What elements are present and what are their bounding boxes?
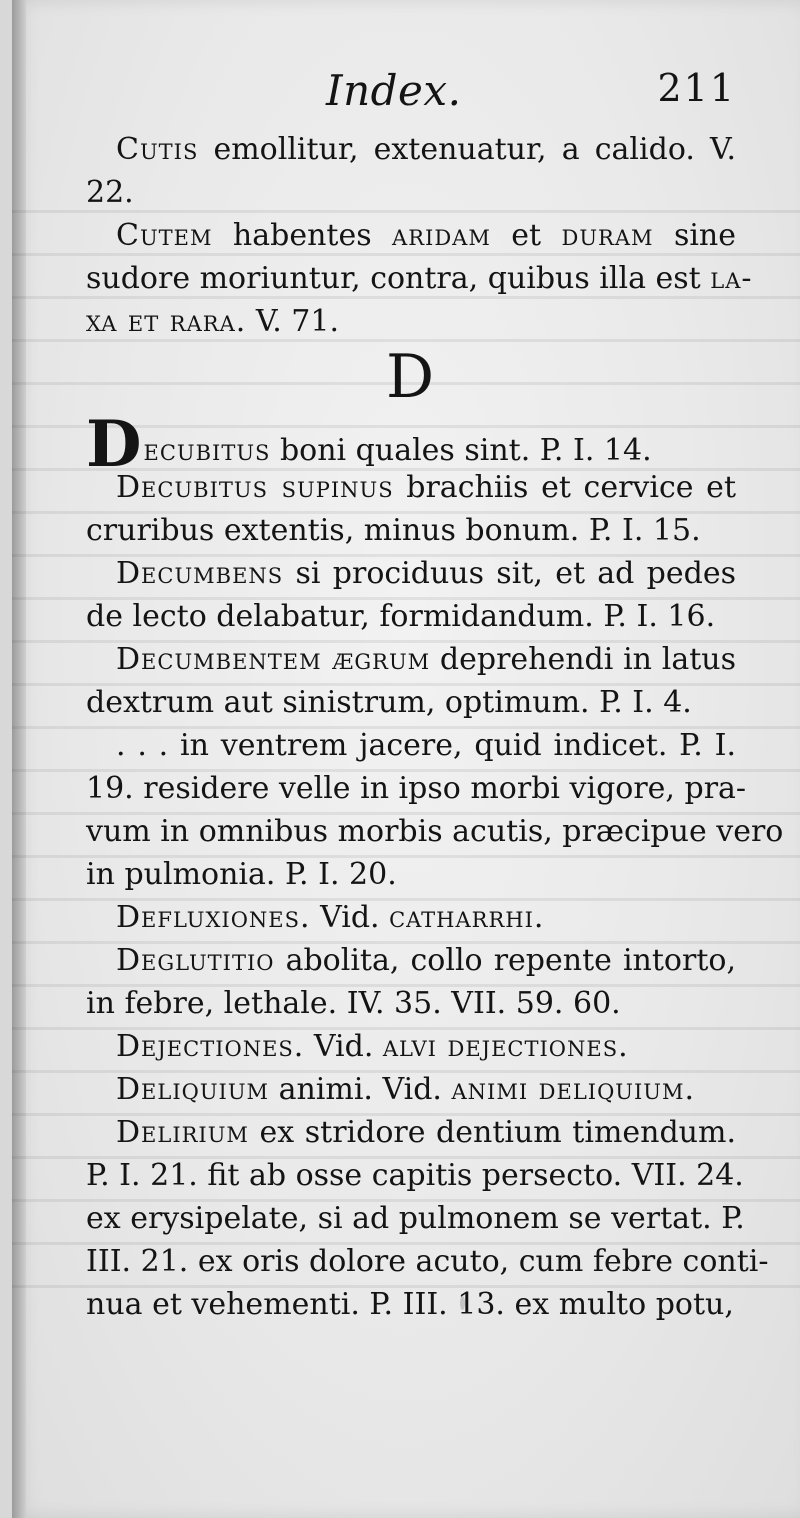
index-entry-line (86, 638, 736, 681)
index-entry-line (86, 466, 736, 509)
index-entry-line (86, 595, 736, 638)
index-headword: Dejectiones. (116, 1029, 305, 1064)
index-entry-line (86, 1240, 769, 1283)
index-entry-line (86, 1111, 736, 1154)
index-text: habentes (212, 218, 393, 253)
index-entry-line (86, 128, 736, 171)
index-entry-line (86, 939, 736, 982)
letter-section-heading: D (385, 342, 437, 412)
index-entry-line (86, 171, 736, 214)
index-text: sine (653, 218, 737, 253)
index-entry (86, 466, 736, 552)
index-text: Vid. (310, 900, 390, 935)
index-headword: xa et rara. (86, 304, 247, 339)
index-headword: Decumbentem ægrum (116, 642, 431, 677)
index-entry-line (86, 1154, 744, 1197)
index-entry (86, 939, 736, 1025)
index-text: animi. Vid. (269, 1072, 452, 1107)
index-headword: animi deliquium. (451, 1072, 696, 1107)
index-text: ex erysipelate, si ad pulmonem se vertat. P. (86, 1201, 745, 1236)
index-text: cruribus extentis, minus bonum. P. I. 15. (86, 513, 701, 548)
index-entry-line (86, 509, 736, 552)
index-headword: alvi dejectiones. (382, 1029, 629, 1064)
book-page (12, 0, 800, 1518)
index-text: si prociduus sit, et ad pedes (283, 556, 736, 591)
index-headword: Deliquium (116, 1072, 270, 1107)
index-entry-line (86, 214, 736, 257)
index-entry-line (86, 1025, 736, 1068)
index-entry (86, 552, 736, 638)
index-text: 19. residere velle in ipso morbi vigore, pra- (86, 771, 747, 806)
index-text: emollitur, extenuatur, a calido. V. (198, 132, 736, 167)
index-headword: catharrhi. (389, 900, 545, 935)
index-headword: Deglutitio (116, 943, 275, 978)
index-text: P. I. 21. fit ab osse capitis persecto. VII. 24. (86, 1158, 744, 1193)
index-text: brachiis et cervice et (393, 470, 736, 505)
running-head-title: Index. (326, 66, 462, 115)
index-text: Vid. (304, 1029, 383, 1064)
index-text-block (86, 66, 784, 1326)
index-text: deprehendi in latus (430, 642, 736, 677)
index-entries-d (86, 407, 784, 1326)
index-text: boni quales sint. P. I. 14. (270, 433, 652, 468)
index-text: . . . in ventrem jacere, quid indicet. P. I. (116, 728, 736, 763)
index-headword: duram (561, 218, 654, 253)
index-entry-line (86, 810, 784, 853)
index-headword: Decumbens (116, 556, 284, 591)
index-entry-line (86, 300, 736, 343)
index-entry (86, 638, 736, 724)
index-headword: Delirium (116, 1115, 249, 1150)
index-text: in febre, lethale. IV. 35. VII. 59. 60. (86, 986, 621, 1021)
index-text: et (490, 218, 562, 253)
index-entry-line (86, 1283, 736, 1326)
index-text: de lecto delabatur, formidandum. P. I. 16. (86, 599, 716, 634)
index-entry-line (86, 896, 736, 939)
index-entry-line (86, 257, 753, 300)
drop-cap: D (86, 407, 142, 482)
index-text: 22. (86, 175, 134, 210)
index-entry (86, 128, 736, 214)
index-entry (86, 407, 736, 482)
index-text: sudore moriuntur, contra, quibus illa est (86, 261, 711, 296)
index-entry (86, 1025, 736, 1068)
index-text: ex stridore dentium timendum. (248, 1115, 736, 1150)
page-gutter-shadow (12, 0, 26, 1518)
index-text: abolita, collo repente intorto, (274, 943, 736, 978)
index-entry (86, 214, 753, 343)
index-entry-line (86, 767, 747, 810)
index-headword: la- (710, 261, 753, 296)
index-entry-line (86, 982, 736, 1025)
index-headword: Cutem (116, 218, 213, 253)
index-headword: Cutis (116, 132, 199, 167)
index-text: in pulmonia. P. I. 20. (86, 857, 397, 892)
index-entry (86, 1068, 736, 1111)
index-text: III. 21. ex oris dolore acuto, cum febre conti- (86, 1244, 769, 1279)
index-entry (86, 1111, 769, 1326)
index-entry-line (86, 407, 736, 482)
index-entries-c (86, 128, 753, 343)
running-head (86, 66, 736, 122)
index-text: vum in omnibus morbis acutis, præcipue vero (86, 814, 784, 849)
index-text: nua et vehementi. P. III. 13. ex multo potu, (86, 1287, 734, 1322)
index-entry (86, 896, 736, 939)
index-entry-line (86, 552, 736, 595)
index-entry-line (86, 1197, 745, 1240)
index-headword: Decubitus supinus (116, 470, 394, 505)
index-headword: Defluxiones. (116, 900, 311, 935)
index-entry (86, 724, 784, 896)
index-entry-line (86, 1068, 736, 1111)
index-headword: ecubitus (143, 433, 271, 468)
index-entry-line (86, 681, 736, 724)
index-entry-line (86, 853, 736, 896)
index-headword: aridam (392, 218, 491, 253)
index-text: V. 71. (246, 304, 340, 339)
index-text: dextrum aut sinistrum, optimum. P. I. 4. (86, 685, 692, 720)
index-entry-line (86, 724, 736, 767)
page-number: 211 (657, 66, 736, 110)
